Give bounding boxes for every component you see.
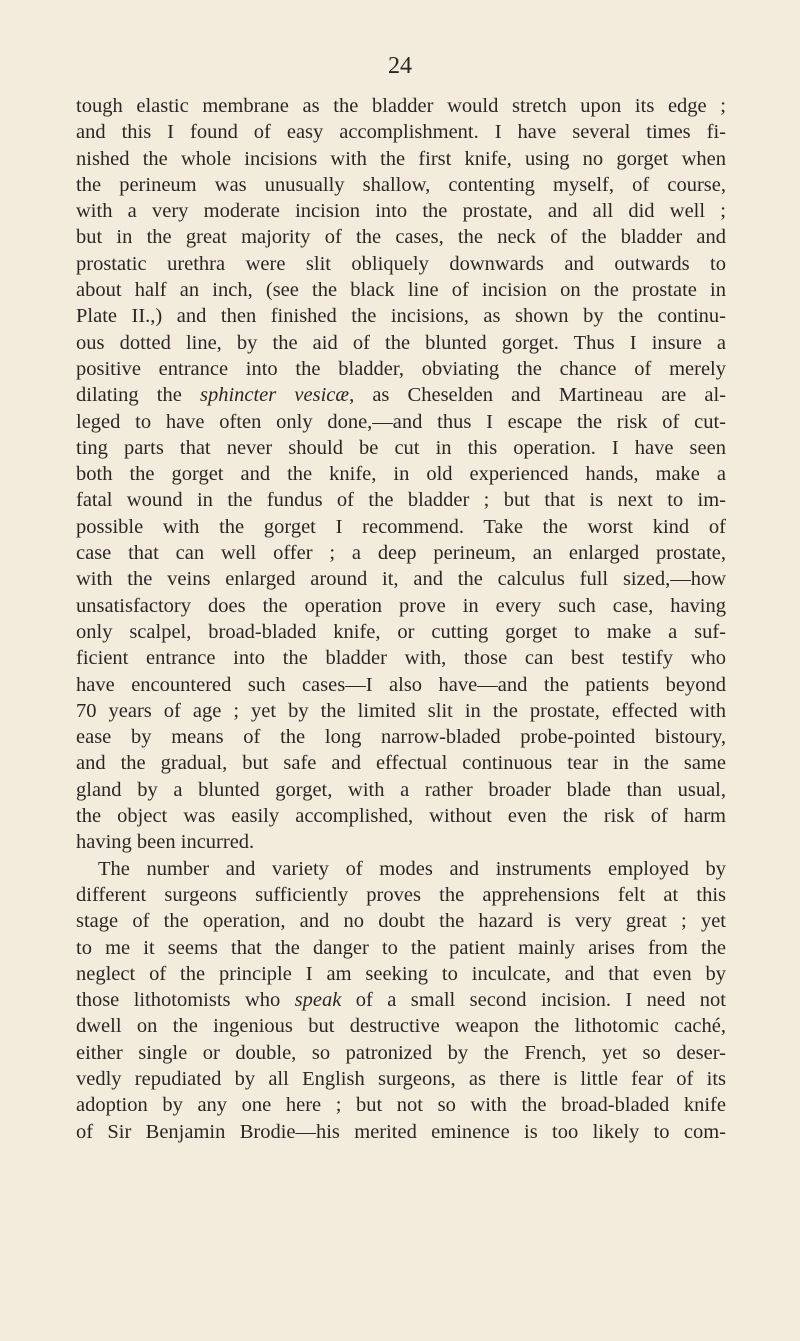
text-line: dilating the sphincter vesicæ, as Cheselden and Martineau are al-: [76, 384, 726, 407]
text-line: neglect of the principle I am seeking to inculcate, and that even by: [76, 962, 726, 985]
text-line: ous dotted line, by the aid of the blunted gorget. Thus I insure a: [76, 331, 726, 354]
text-line: of Sir Benjamin Brodie—his merited eminence is too likely to com-: [76, 1120, 726, 1143]
text-line: different surgeons sufficiently proves the apprehensions felt at this: [76, 883, 726, 906]
text-line: gland by a blunted gorget, with a rather broader blade than usual,: [76, 778, 726, 801]
text-line: vedly repudiated by all English surgeons, as there is little fear of its: [76, 1067, 726, 1090]
text-line: with the veins enlarged around it, and the calculus full sized,—how: [76, 568, 726, 591]
text-line: fatal wound in the fundus of the bladder ; but that is next to im-: [76, 489, 726, 512]
text-line: both the gorget and the knife, in old experienced hands, make a: [76, 463, 726, 486]
text-line: prostatic urethra were slit obliquely downwards and outwards to: [76, 252, 726, 275]
paragraph-start-line: The number and variety of modes and instruments employed by: [98, 857, 726, 880]
text-line: the object was easily accomplished, without even the risk of harm: [76, 805, 726, 828]
text-line: those lithotomists who speak of a small second incision. I need not: [76, 989, 726, 1012]
page-number: 24: [388, 53, 412, 79]
body-text: [76, 93, 726, 1145]
text-line: adoption by any one here ; but not so with the broad-bladed knife: [76, 1094, 726, 1117]
text-line: ease by means of the long narrow-bladed probe-pointed bistoury,: [76, 726, 726, 749]
text-line: ting parts that never should be cut in this operation. I have seen: [76, 436, 726, 459]
italic-term: speak: [294, 989, 342, 1012]
text-line: to me it seems that the danger to the patient mainly arises from the: [76, 936, 726, 959]
text-line: possible with the gorget I recommend. Take the worst kind of: [76, 515, 726, 538]
text-line: unsatisfactory does the operation prove in every such case, having: [76, 594, 726, 617]
text-line: tough elastic membrane as the bladder would stretch upon its edge ;: [76, 95, 726, 117]
text-line: only scalpel, broad-bladed knife, or cutting gorget to make a suf-: [76, 620, 726, 643]
text-line: and this I found of easy accomplishment. I have several times fi-: [76, 121, 726, 144]
text-line: ficient entrance into the bladder with, those can best testify who: [76, 647, 726, 670]
italic-term: sphincter vesicæ: [199, 384, 350, 407]
text-line: the perineum was unusually shallow, contenting myself, of course,: [76, 173, 726, 196]
text-line: case that can well offer ; a deep perineum, an enlarged prostate,: [76, 542, 726, 565]
text-line: about half an inch, (see the black line of incision on the prostate in: [76, 279, 726, 302]
text-line: nished the whole incisions with the first knife, using no gorget when: [76, 147, 726, 170]
text-line: positive entrance into the bladder, obviating the chance of merely: [76, 357, 726, 380]
text-line: but in the great majority of the cases, the neck of the bladder and: [76, 226, 726, 249]
paragraph-end-line: having been incurred.: [76, 831, 255, 854]
text-line: with a very moderate incision into the prostate, and all did well ;: [76, 200, 726, 223]
text-line: 70 years of age ; yet by the limited slit in the prostate, effected with: [76, 699, 726, 722]
text-line: and the gradual, but safe and effectual continuous tear in the same: [76, 752, 726, 775]
text-line: leged to have often only done,—and thus I escape the risk of cut-: [76, 410, 726, 433]
text-line: Plate II.,) and then finished the incisions, as shown by the continu-: [76, 305, 726, 328]
text-line: stage of the operation, and no doubt the hazard is very great ; yet: [76, 910, 726, 933]
text-line: dwell on the ingenious but destructive weapon the lithotomic caché,: [76, 1015, 726, 1038]
text-line: either single or double, so patronized by the French, yet so deser-: [76, 1041, 726, 1064]
text-line: have encountered such cases—I also have—and the patients beyond: [76, 673, 726, 696]
